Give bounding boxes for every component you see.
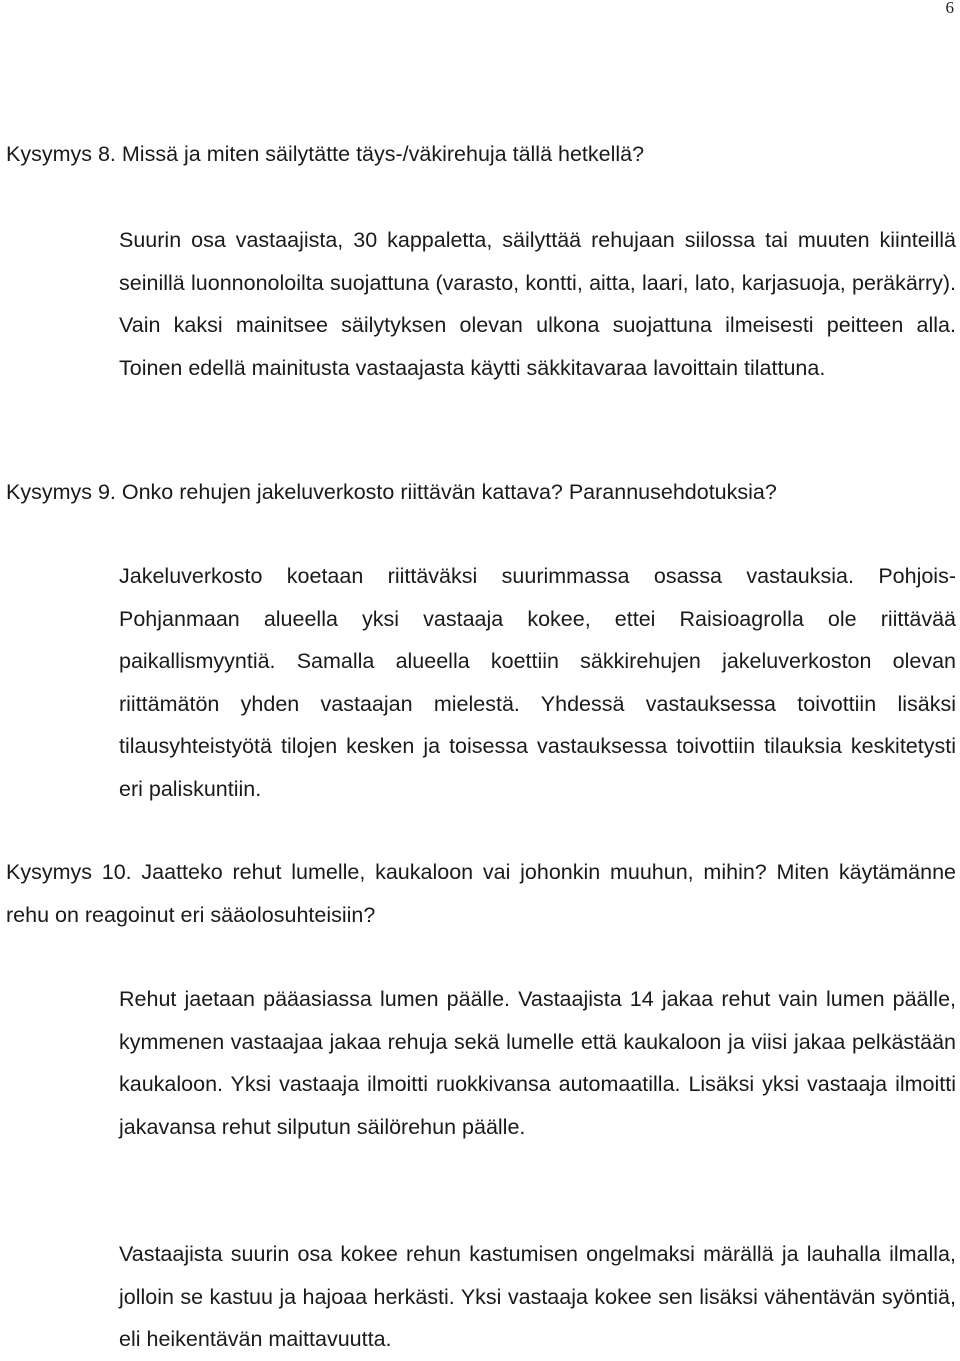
- question-10: Kysymys 10. Jaatteko rehut lumelle, kaukaloon vai johonkin muuhun, mihin? Miten käytämänne rehu on reagoinut eri sääolosuhteisiin?: [6, 860, 956, 927]
- question-9: Kysymys 9. Onko rehujen jakeluverkosto riittävän kattava? Parannusehdotuksia?: [6, 480, 777, 504]
- answer-8-paragraph: Suurin osa vastaajista, 30 kappaletta, säilyttää rehujaan siilossa tai muuten kiinteillä seinillä luonnonoloilta suojattuna (varasto, kontti, aitta, laari, lato, karjasuoja, peräkärry). Vain kaksi mainitsee säilytyksen olevan ulkona suojattuna ilmeisesti peitteen alla. Toinen edellä mainitusta vastaajasta käytti säkkitavaraa lavoittain tilattuna.: [119, 228, 956, 380]
- answer-10-paragraph-2: Vastaajista suurin osa kokee rehun kastumisen ongelmaksi märällä ja lauhalla ilmalla, jolloin se kastuu ja hajoaa herkästi. Yksi vastaaja kokee sen lisäksi vähentävän syöntiä, eli heikentävän maittavuutta.: [119, 1242, 956, 1351]
- answer-10-paragraph-1: Rehut jaetaan pääasiassa lumen päälle. Vastaajista 14 jakaa rehut vain lumen päälle, kymmenen vastaajaa jakaa rehuja sekä lumelle että kaukaloon ja viisi jakaa pelkästään kaukaloon. Yksi vastaaja ilmoitti ruokkivansa automaatilla. Lisäksi yksi vastaaja ilmoitti jakavansa rehut silputun säilörehun päälle.: [119, 987, 956, 1139]
- answer-9-paragraph: Jakeluverkosto koetaan riittäväksi suurimmassa osassa vastauksia. Pohjois-Pohjanmaan alueella yksi vastaaja kokee, ettei Raisioagrolla ole riittävää paikallismyyntiä. Samalla alueella koettiin säkkirehujen jakeluverkoston olevan riittämätön yhden vastaajan mielestä. Yhdessä vastauksessa toivottiin lisäksi tilausyhteistyötä tilojen kesken ja toisessa vastauksessa toivottiin tilauksia keskitetysti eri paliskuntiin.: [119, 564, 956, 801]
- page-number: 6: [945, 0, 954, 17]
- question-8: Kysymys 8. Missä ja miten säilytätte täys-/väkirehuja tällä hetkellä?: [6, 142, 645, 166]
